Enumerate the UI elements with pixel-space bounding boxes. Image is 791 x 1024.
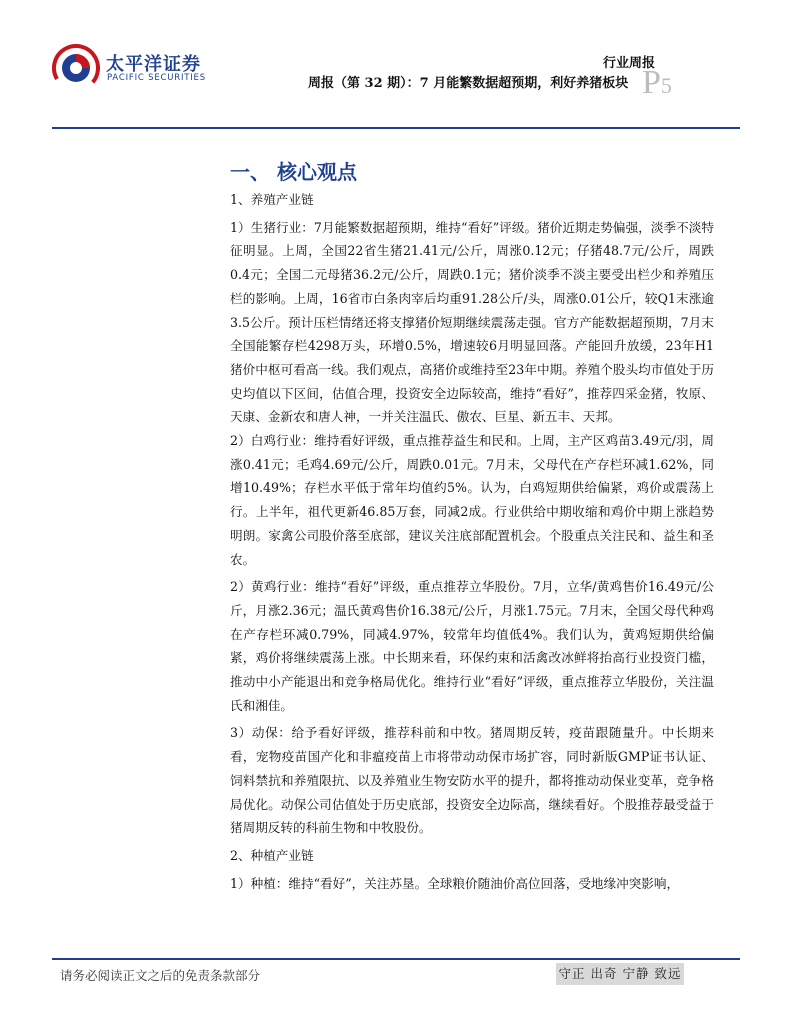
- logo-english-name: PACIFIC SECURITIES: [107, 73, 206, 83]
- section-title: 一、 核心观点: [230, 160, 357, 184]
- pacific-securities-logo-icon: [52, 44, 100, 92]
- logo-chinese-name: 太平洋证券: [106, 54, 201, 75]
- paragraph-yellow-chicken: 2）黄鸡行业：维持“看好”评级，重点推荐立华股份。7月，立华/黄鸡售价16.49元/公斤，月涨2.36元；温氏黄鸡售价16.38元/公斤，月涨1.75元。7月末，全国父母代种鸡在产存栏环减0.79%，同减4.97%，较常年均值低4%。我们认为，黄鸡短期供给偏紧，鸡价将继续震荡上涨。中长期来看，环保约束和活禽改冰鲜将抬高行业投资门槛，推动中小产能退出和竞争格局优化。维持行业“看好”评级，重点推荐立华股份，关注温氏和湘佳。: [230, 579, 714, 713]
- footer-disclaimer: 请务必阅读正文之后的免责条款部分: [60, 968, 261, 983]
- page-letter: P: [642, 64, 661, 101]
- report-category: 行业周报: [602, 56, 655, 71]
- company-logo: [52, 44, 212, 96]
- paragraph-white-chicken: 2）白鸡行业：维持看好评级，重点推荐益生和民和。上周，主产区鸡苗3.49元/羽，周涨0.41元；毛鸡4.69元/公斤，周跌0.01元。7月末，父母代在产存栏环减1.62%，同增10.49%；存栏水平低于常年均值约5%。认为，白鸡短期供给偏紧，鸡价或震荡上行。上半年，祖代更新46.85万套，同减2成。行业供给中期收缩和鸡价中期上涨趋势明朗。家禽公司股价落至底部，建议关注底部配置机会。个股重点关注民和、益生和圣农。: [230, 433, 714, 567]
- header-divider: [52, 127, 740, 129]
- subheading-breeding-chain: 1、养殖产业链: [230, 192, 314, 207]
- footer-divider: [52, 958, 740, 960]
- footer-motto: 守正 出奇 宁静 致远: [556, 963, 684, 985]
- paragraph-hog-industry: 1）生猪行业：7月能繁数据超预期，维持“看好”评级。猪价近期走势偏强，淡季不淡特征明显。上周，全国22省生猪21.41元/公斤，周涨0.12元；仔猪48.7元/公斤，周跌0.4元；全国二元母猪36.2元/公斤，周跌0.1元；猪价淡季不淡主要受出栏少和养殖压栏的影响。上周，16省市白条肉宰后均重91.28公斤/头，周涨0.01公斤，较Q1末涨逾3.5公斤。预计压栏情绪还将支撑猪价短期继续震荡走强。官方产能数据超预期，7月末全国能繁存栏4298万头，环增0.5%，增速较6月明显回落。产能回升放缓，23年H1猪价中枢可看高一线。我们观点，高猪价或维持至23年中期。养殖个股头均市值处于历史均值以下区间，估值合理，投资安全边际较高，维持“看好”，推荐四采金猪，牧原、天康、金新农和唐人神，一并关注温氏、傲农、巨星、新五丰、天邦。: [230, 219, 714, 425]
- paragraph-animal-health: 3）动保：给予看好评级，推荐科前和中牧。猪周期反转，疫苗跟随量升。中长期来看，宠物疫苗国产化和非瘟疫苗上市将带动动保市场扩容，同时新版GMP证书认证、饲料禁抗和养殖限抗、以及养殖业生物安防水平的提升，都将推动动保业变革，竞争格局优化。动保公司估值处于历史底部，投资安全边际高，继续看好。个股推荐最受益于猪周期反转的科前生物和中牧股份。: [230, 725, 714, 836]
- report-title: 周报（第 32 期）：7 月能繁数据超预期，利好养猪板块: [308, 76, 629, 91]
- body-text: [230, 188, 714, 895]
- page-number-value: 5: [660, 73, 672, 98]
- subheading-planting-chain: 2、种植产业链: [230, 847, 314, 863]
- page-number: [642, 64, 672, 102]
- paragraph-planting: 1）种植：维持“看好”，关注苏垦。全球粮价随油价高位回落，受地缘冲突影响，: [230, 875, 680, 891]
